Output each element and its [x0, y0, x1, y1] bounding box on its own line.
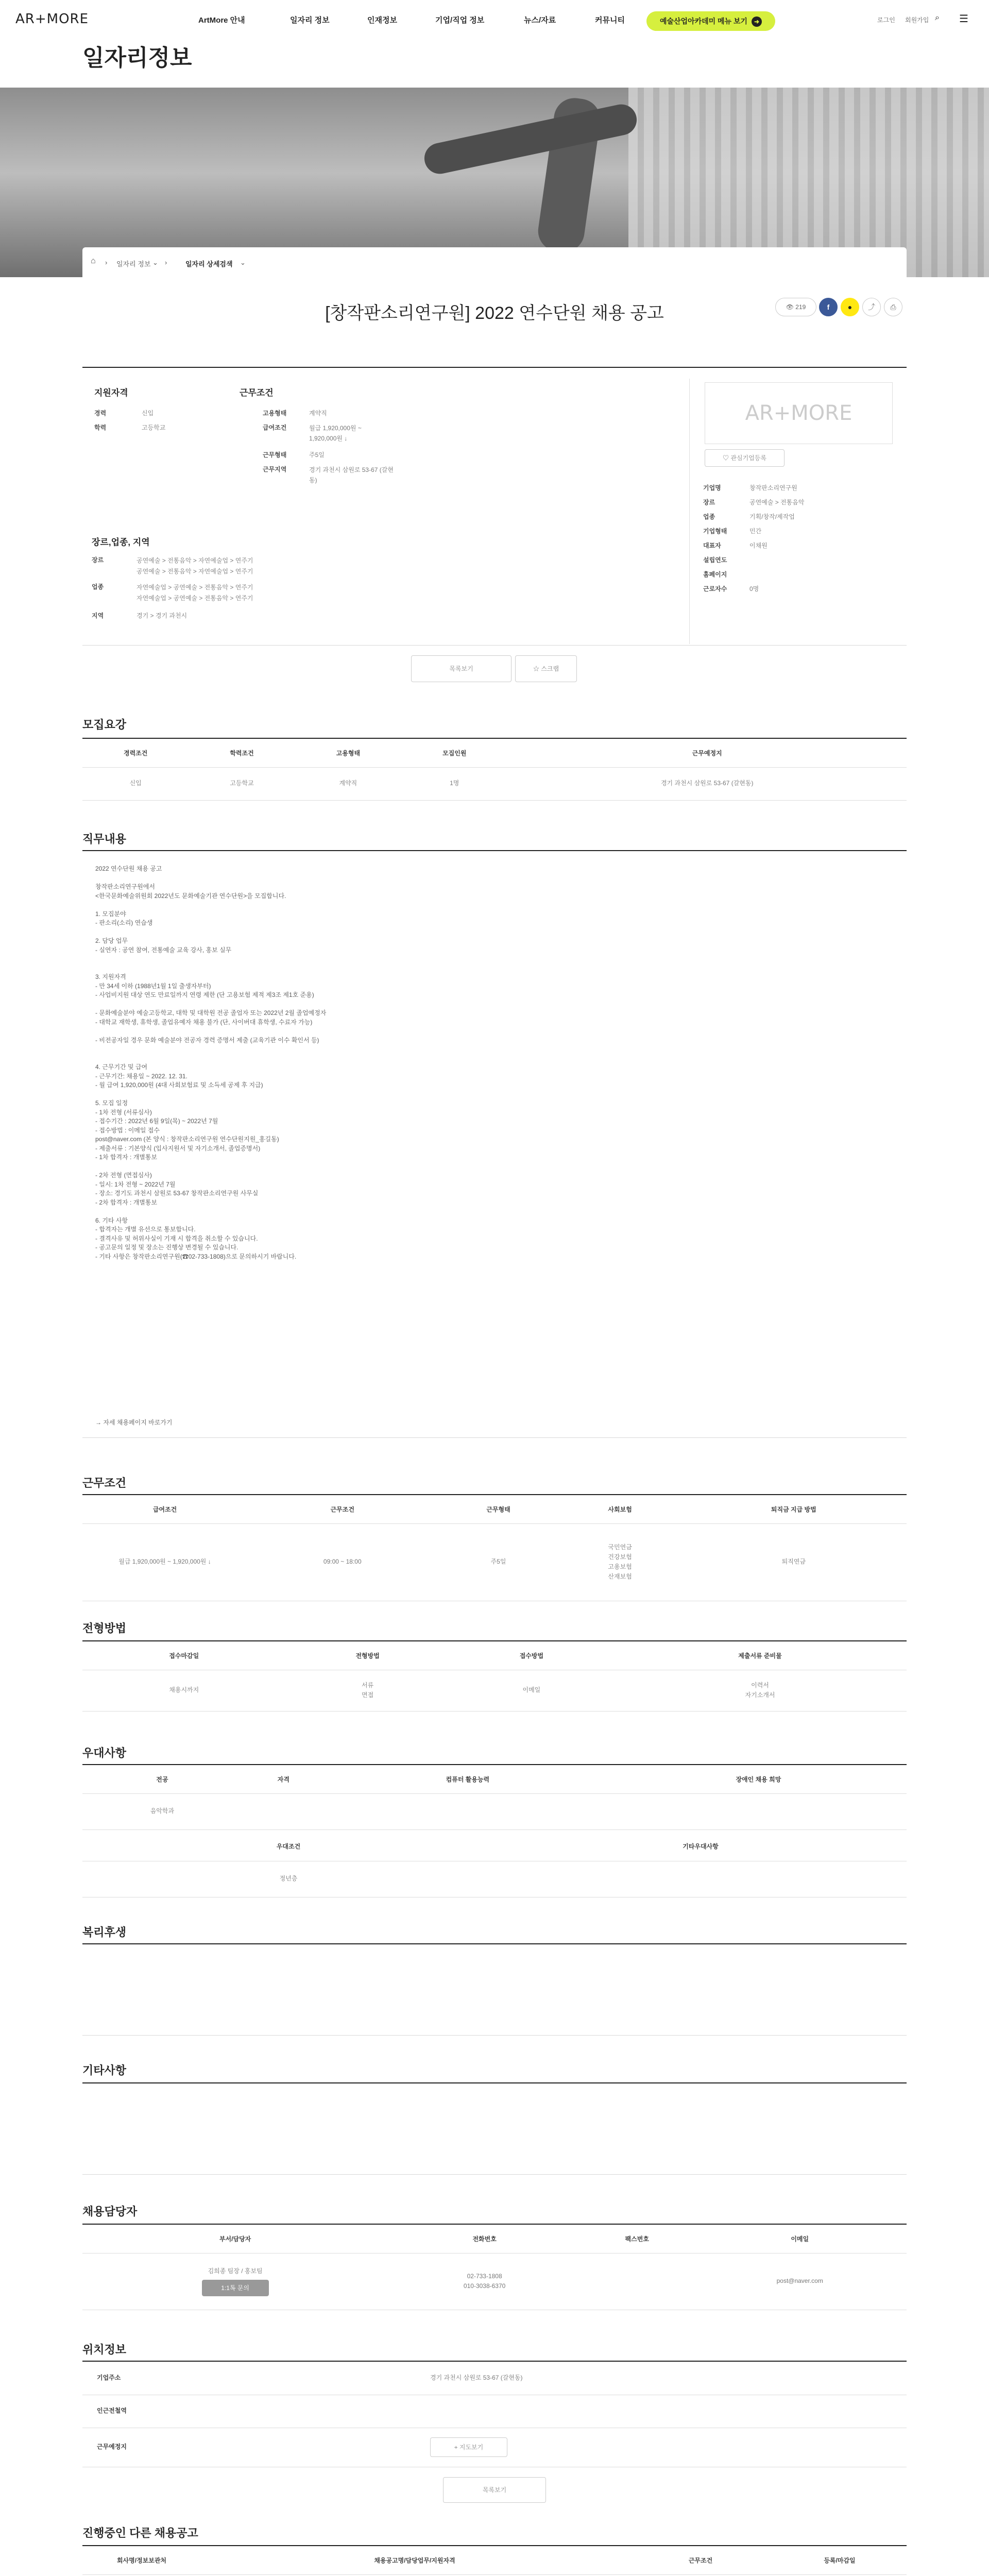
recruit-header: 학력조건 [189, 738, 295, 767]
kakao-share-icon[interactable]: ● [841, 298, 859, 316]
genre-label: 지역 [92, 612, 104, 619]
arrow-right-icon: ➜ [752, 16, 762, 27]
chevron-down-icon: ⌄ [152, 259, 158, 266]
recruit-cell: 1명 [401, 767, 507, 800]
recruit-title: 모집요강 [82, 718, 127, 731]
welfare-bottom-line [82, 2035, 907, 2036]
process-cell: 서류 면접 [286, 1670, 450, 1711]
academy-menu-label: 예술산업아카데미 메뉴 보기 [659, 17, 748, 25]
job-bottom-line [82, 1437, 907, 1438]
location-label: 인근전철역 [82, 2395, 330, 2428]
other-header: 등록/마감일 [773, 2546, 907, 2574]
table-row [82, 1670, 907, 1711]
summary-divider [689, 379, 690, 644]
location-value [330, 2395, 907, 2428]
company-logo: AR+MORE [705, 382, 893, 444]
global-header [0, 0, 989, 40]
table-row [82, 2428, 907, 2467]
join-link[interactable]: 회원가입 [905, 16, 929, 24]
page-title: 일자리정보 [82, 45, 192, 71]
cond-value: 계약직 [309, 410, 327, 417]
job-top-line [82, 850, 907, 851]
location-table [82, 2362, 907, 2467]
cond-label: 고용형태 [263, 410, 287, 417]
genre-value: 자연예술업 > 공연예술 > 전통음악 > 연주기 자연예술업 > 공연예술 > 전통음악 > 연주기 [137, 584, 253, 602]
view-count-value: 219 [795, 303, 806, 311]
location-label: 기업주소 [82, 2362, 330, 2395]
table-row [82, 767, 907, 800]
job-description: 2022 연수단원 채용 공고 창작판소리연구원에서 <한국문화예술위원회 2022년도 문화예술기관 연수단원>을 모집합니다. 1. 모집분야 - 판소리(소리) 연습생 2. 담당 업무 - 실연자 : 공연 참여, 전통예술 교육 강사, 홍보 실무 3. 지원자격 - 만 34세 이하 (1988년1월 1일 출생자부터) - 사업비지원 대상 연도 만료일까지 연령 제한 (단 고용보험 제적 제3조 제1호 준용) - 문화예술분야 예술고등학교, 대학 및 대학원 전공 졸업자 또는 2022년 2월 졸업예정자 - 대학교 재학생, 휴학생, 졸업유예자 채용 불가 (단, 사이버대 휴학생, 수료자 가능) - 비전공자일 경우 문화 예술분야 전공자 경력 증명서 제출 (교육기관 이수 확인서 등) 4. 근무기간 및 급여 - 근무기간: 채용일 ~ 2022. 12. 31. - 월 급여 1,920,000원 (4대 사회보험료 및 소득세 공제 후 지급) 5. 모집 일정 - 1차 전형 (서류심사) - 접수기간 : 2022년 6월 9일(목) ~ 2022년 7월 - 접수방법 : 이메일 접수 post@naver.com (본 양식 : 창작판소리연구원 연수단원지원_홍길동) - 제출서류 : 기본양식 (입사지원서 및 자기소개서, 졸업증명서) - 1차 합격자 : 개별통보 - 2차 전형 (면접심사) - 일시: 1차 전형 ~ 2022년 7월 - 장소: 경기도 과천시 삼원로 53-67 창작판소리연구원 사무실 - 2차 합격자 : 개별통보 6. 기타 사항 - 합격자는 개별 유선으로 통보합니다. - 결격사유 및 허위사실이 기재 시 합격을 취소할 수 있습니다. - 공고문의 일정 및 장소는 진행상 변경될 수 있습니다. - 기타 사항은 창작판소리연구원(☎02-733-1808)으로 문의하시기 바랍니다. [95, 865, 327, 1260]
company-label: 기업형태 [703, 528, 727, 535]
cond-label: 근무형태 [263, 451, 287, 459]
menu-news[interactable]: 뉴스/자료 [524, 16, 556, 25]
genre-value: 공연예술 > 전통음악 > 자연예술업 > 연주기 공연예술 > 전통음악 > 자연예술업 > 연주기 [137, 557, 253, 575]
genre-label: 장르 [92, 556, 104, 564]
work-table [82, 1494, 907, 1601]
location-value: 경기 과천시 삼원로 53-67 (갈현동) [330, 2362, 907, 2395]
preference-title: 우대사항 [82, 1747, 127, 1759]
other-header: 회사명/정보보관처 [82, 2546, 201, 2574]
qual-value: 고등학교 [142, 424, 166, 431]
contact-title: 채용담당자 [82, 2205, 138, 2218]
menu-community[interactable]: 커뮤니티 [595, 16, 625, 25]
pref2-cell [494, 1861, 907, 1897]
recruit-header: 모집인원 [401, 738, 507, 767]
location-title: 위치정보 [82, 2343, 127, 2356]
scrap-label: 스크랩 [541, 665, 559, 672]
pref2-cell: 정년층 [82, 1861, 494, 1897]
contact-email[interactable]: post@naver.com [693, 2253, 907, 2310]
process-title: 전형방법 [82, 1622, 127, 1635]
company-label: 홈페이지 [703, 571, 727, 578]
contact-cell [82, 2253, 388, 2310]
genre-title: 장르,업종, 지역 [92, 537, 150, 547]
recruit-header: 근무예정지 [507, 738, 907, 767]
process-cell: 채용시까지 [82, 1670, 286, 1711]
location-label: 근무예정지 [82, 2428, 330, 2467]
breadcrumb [82, 247, 907, 277]
cond-label: 근무지역 [263, 466, 287, 473]
cond-value: 경기 과천시 삼원로 53-67 (갈현동) [309, 466, 394, 484]
company-value: 창작판소리연구원 [749, 484, 797, 492]
work-cell: 월급 1,920,000원 ~ 1,920,000원 ↓ [82, 1523, 247, 1601]
table-row [82, 1523, 907, 1601]
list-button[interactable]: 목록보기 [411, 655, 511, 682]
recruit-cell: 고등학교 [189, 767, 295, 800]
pref2-header: 우대조건 [82, 1832, 494, 1861]
search-icon[interactable]: ⌕ [935, 13, 940, 22]
breadcrumb-separator: › [105, 259, 108, 266]
qual-label: 학력 [94, 424, 107, 431]
pref-header: 자격 [242, 1765, 325, 1793]
work-header: 사회보험 [559, 1495, 681, 1523]
table-row [82, 2395, 907, 2428]
preference-table-2 [82, 1832, 907, 1897]
process-cell: 이메일 [450, 1670, 613, 1711]
chevron-down-icon: ⌄ [240, 259, 246, 266]
cond-label: 급여조건 [263, 424, 287, 431]
work-cell: 주5일 [438, 1523, 559, 1601]
pref-cell [242, 1793, 325, 1829]
table-row [82, 1793, 907, 1829]
breadcrumb-item-detail-search[interactable]: 일자리 상세검색 [185, 260, 233, 268]
heart-icon: ♡ [723, 454, 731, 462]
contact-phone: 02-733-1808 010-3038-6370 [388, 2253, 581, 2310]
company-label: 대표자 [703, 542, 721, 549]
contact-header: 팩스번호 [581, 2224, 693, 2253]
recruit-header: 경력조건 [82, 738, 189, 767]
location-value [330, 2428, 907, 2467]
view-count: 👁 219 [775, 298, 816, 316]
other-postings-table [82, 2545, 907, 2576]
company-label: 장르 [703, 499, 715, 506]
genre-label: 업종 [92, 583, 104, 590]
contact-table [82, 2224, 907, 2310]
hero-dancer-leg [421, 101, 639, 177]
recruit-cell: 경기 과천시 삼원로 53-67 (갈현동) [507, 767, 907, 800]
pref-header: 컴퓨터 활용능력 [325, 1765, 610, 1793]
other-header: 근무조건 [628, 2546, 773, 2574]
process-table [82, 1640, 907, 1711]
company-value: 공연예술 > 전통음악 [749, 499, 805, 506]
list-button-bottom[interactable]: 목록보기 [443, 2477, 546, 2503]
company-label: 기업명 [703, 484, 721, 492]
menu-company-info[interactable]: 기업/직업 정보 [435, 16, 485, 25]
company-value: 기획/창작/제작업 [749, 513, 795, 520]
company-value: 0명 [749, 585, 759, 592]
work-conditions-title: 근무조건 [82, 1477, 127, 1489]
home-icon[interactable]: ⌂ [91, 257, 96, 265]
print-icon[interactable]: ⎙ [884, 298, 902, 316]
cond-value: 주5일 [309, 451, 325, 459]
follow-company-button[interactable] [705, 449, 785, 467]
pref-cell [610, 1793, 907, 1829]
company-label: 근로자수 [703, 585, 727, 592]
recruit-table [82, 738, 907, 801]
contact-person: 김희종 팀장 / 홍보팀 [208, 2267, 263, 2275]
summary-top-line [82, 367, 907, 368]
pref2-header: 기타우대사항 [494, 1832, 907, 1861]
map-pin-icon: ⌖ [454, 2444, 459, 2451]
star-icon: ☆ [533, 665, 541, 672]
work-cell: 국민연금 건강보험 고용보험 산재보험 [559, 1523, 681, 1601]
contact-header: 이메일 [693, 2224, 907, 2253]
contact-fax [581, 2253, 693, 2310]
map-view-label: 지도보기 [459, 2444, 484, 2451]
summary-bottom-line [82, 645, 907, 646]
academy-menu-button[interactable] [646, 11, 775, 31]
company-value: 이채원 [749, 542, 768, 549]
contact-header: 전화번호 [388, 2224, 581, 2253]
etc-title: 기타사항 [82, 2064, 127, 2077]
pref-header: 장애인 채용 희망 [610, 1765, 907, 1793]
welfare-title: 복리후생 [82, 1926, 127, 1939]
post-title: [창작판소리연구원] 2022 연수단원 채용 공고 [325, 303, 664, 323]
breadcrumb-separator: › [165, 259, 167, 266]
map-view-button[interactable] [430, 2437, 507, 2457]
work-header: 급여조건 [82, 1495, 247, 1523]
scrap-button[interactable] [515, 655, 577, 682]
recruit-cell: 신입 [82, 767, 189, 800]
external-recruit-link[interactable]: → 자세 채용페이지 바로가기 [95, 1419, 173, 1426]
preference-table [82, 1764, 907, 1830]
facebook-share-icon[interactable]: f [819, 298, 838, 316]
menu-talent-info[interactable]: 인재정보 [367, 16, 397, 25]
menu-job-info[interactable]: 일자리 정보 [290, 16, 330, 25]
qualification-title: 지원자격 [94, 388, 128, 398]
company-label: 설립연도 [703, 556, 727, 564]
qual-value: 신입 [142, 410, 154, 417]
hamburger-menu-icon[interactable]: ☰ [959, 13, 968, 25]
share-icon[interactable]: ⤴ [862, 298, 881, 316]
company-value: 민간 [749, 528, 762, 535]
conditions-title: 근무조건 [240, 388, 274, 398]
table-row [82, 1861, 907, 1897]
etc-bottom-line [82, 2174, 907, 2175]
menu-artmore-info[interactable]: ArtMore 안내 [198, 16, 245, 25]
follow-company-label: 관심기업등록 [730, 454, 766, 462]
other-header: 채용공고명/담당업무/지원자격 [201, 2546, 628, 2574]
process-cell: 이력서 자기소개서 [613, 1670, 907, 1711]
job-title: 직무내용 [82, 833, 127, 845]
welfare-top-line [82, 1943, 907, 1944]
other-postings-title: 진행중인 다른 채용공고 [82, 2527, 198, 2539]
process-header: 접수마감일 [82, 1641, 286, 1670]
process-header: 제출서류 준비물 [613, 1641, 907, 1670]
work-header: 근무조건 [247, 1495, 438, 1523]
recruit-header: 고용형태 [295, 738, 401, 767]
contact-header: 부서/담당자 [82, 2224, 388, 2253]
artmore-logo[interactable]: AR+MORE [15, 11, 89, 27]
cond-value: 월급 1,920,000원 ~ 1,920,000원 ↓ [309, 425, 362, 442]
company-label: 업종 [703, 513, 715, 520]
work-header: 퇴직금 지급 방법 [681, 1495, 907, 1523]
process-header: 접수방법 [450, 1641, 613, 1670]
table-row [82, 2362, 907, 2395]
work-cell: 퇴직연금 [681, 1523, 907, 1601]
recruit-cell: 계약직 [295, 767, 401, 800]
pref-cell [325, 1793, 610, 1829]
pref-header: 전공 [82, 1765, 242, 1793]
login-link[interactable]: 로그인 [877, 16, 895, 24]
work-cell: 09:00 ~ 18:00 [247, 1523, 438, 1601]
table-row [82, 2253, 907, 2310]
talk-inquiry-button[interactable]: 1:1톡 문의 [202, 2280, 269, 2296]
etc-top-line [82, 2082, 907, 2083]
breadcrumb-item-job-info[interactable]: 일자리 정보 [116, 260, 151, 268]
process-header: 전형방법 [286, 1641, 450, 1670]
genre-value: 경기 > 경기 과천시 [137, 612, 187, 619]
work-header: 근무형태 [438, 1495, 559, 1523]
pref-cell: 음악학과 [82, 1793, 242, 1829]
qual-label: 경력 [94, 410, 107, 417]
